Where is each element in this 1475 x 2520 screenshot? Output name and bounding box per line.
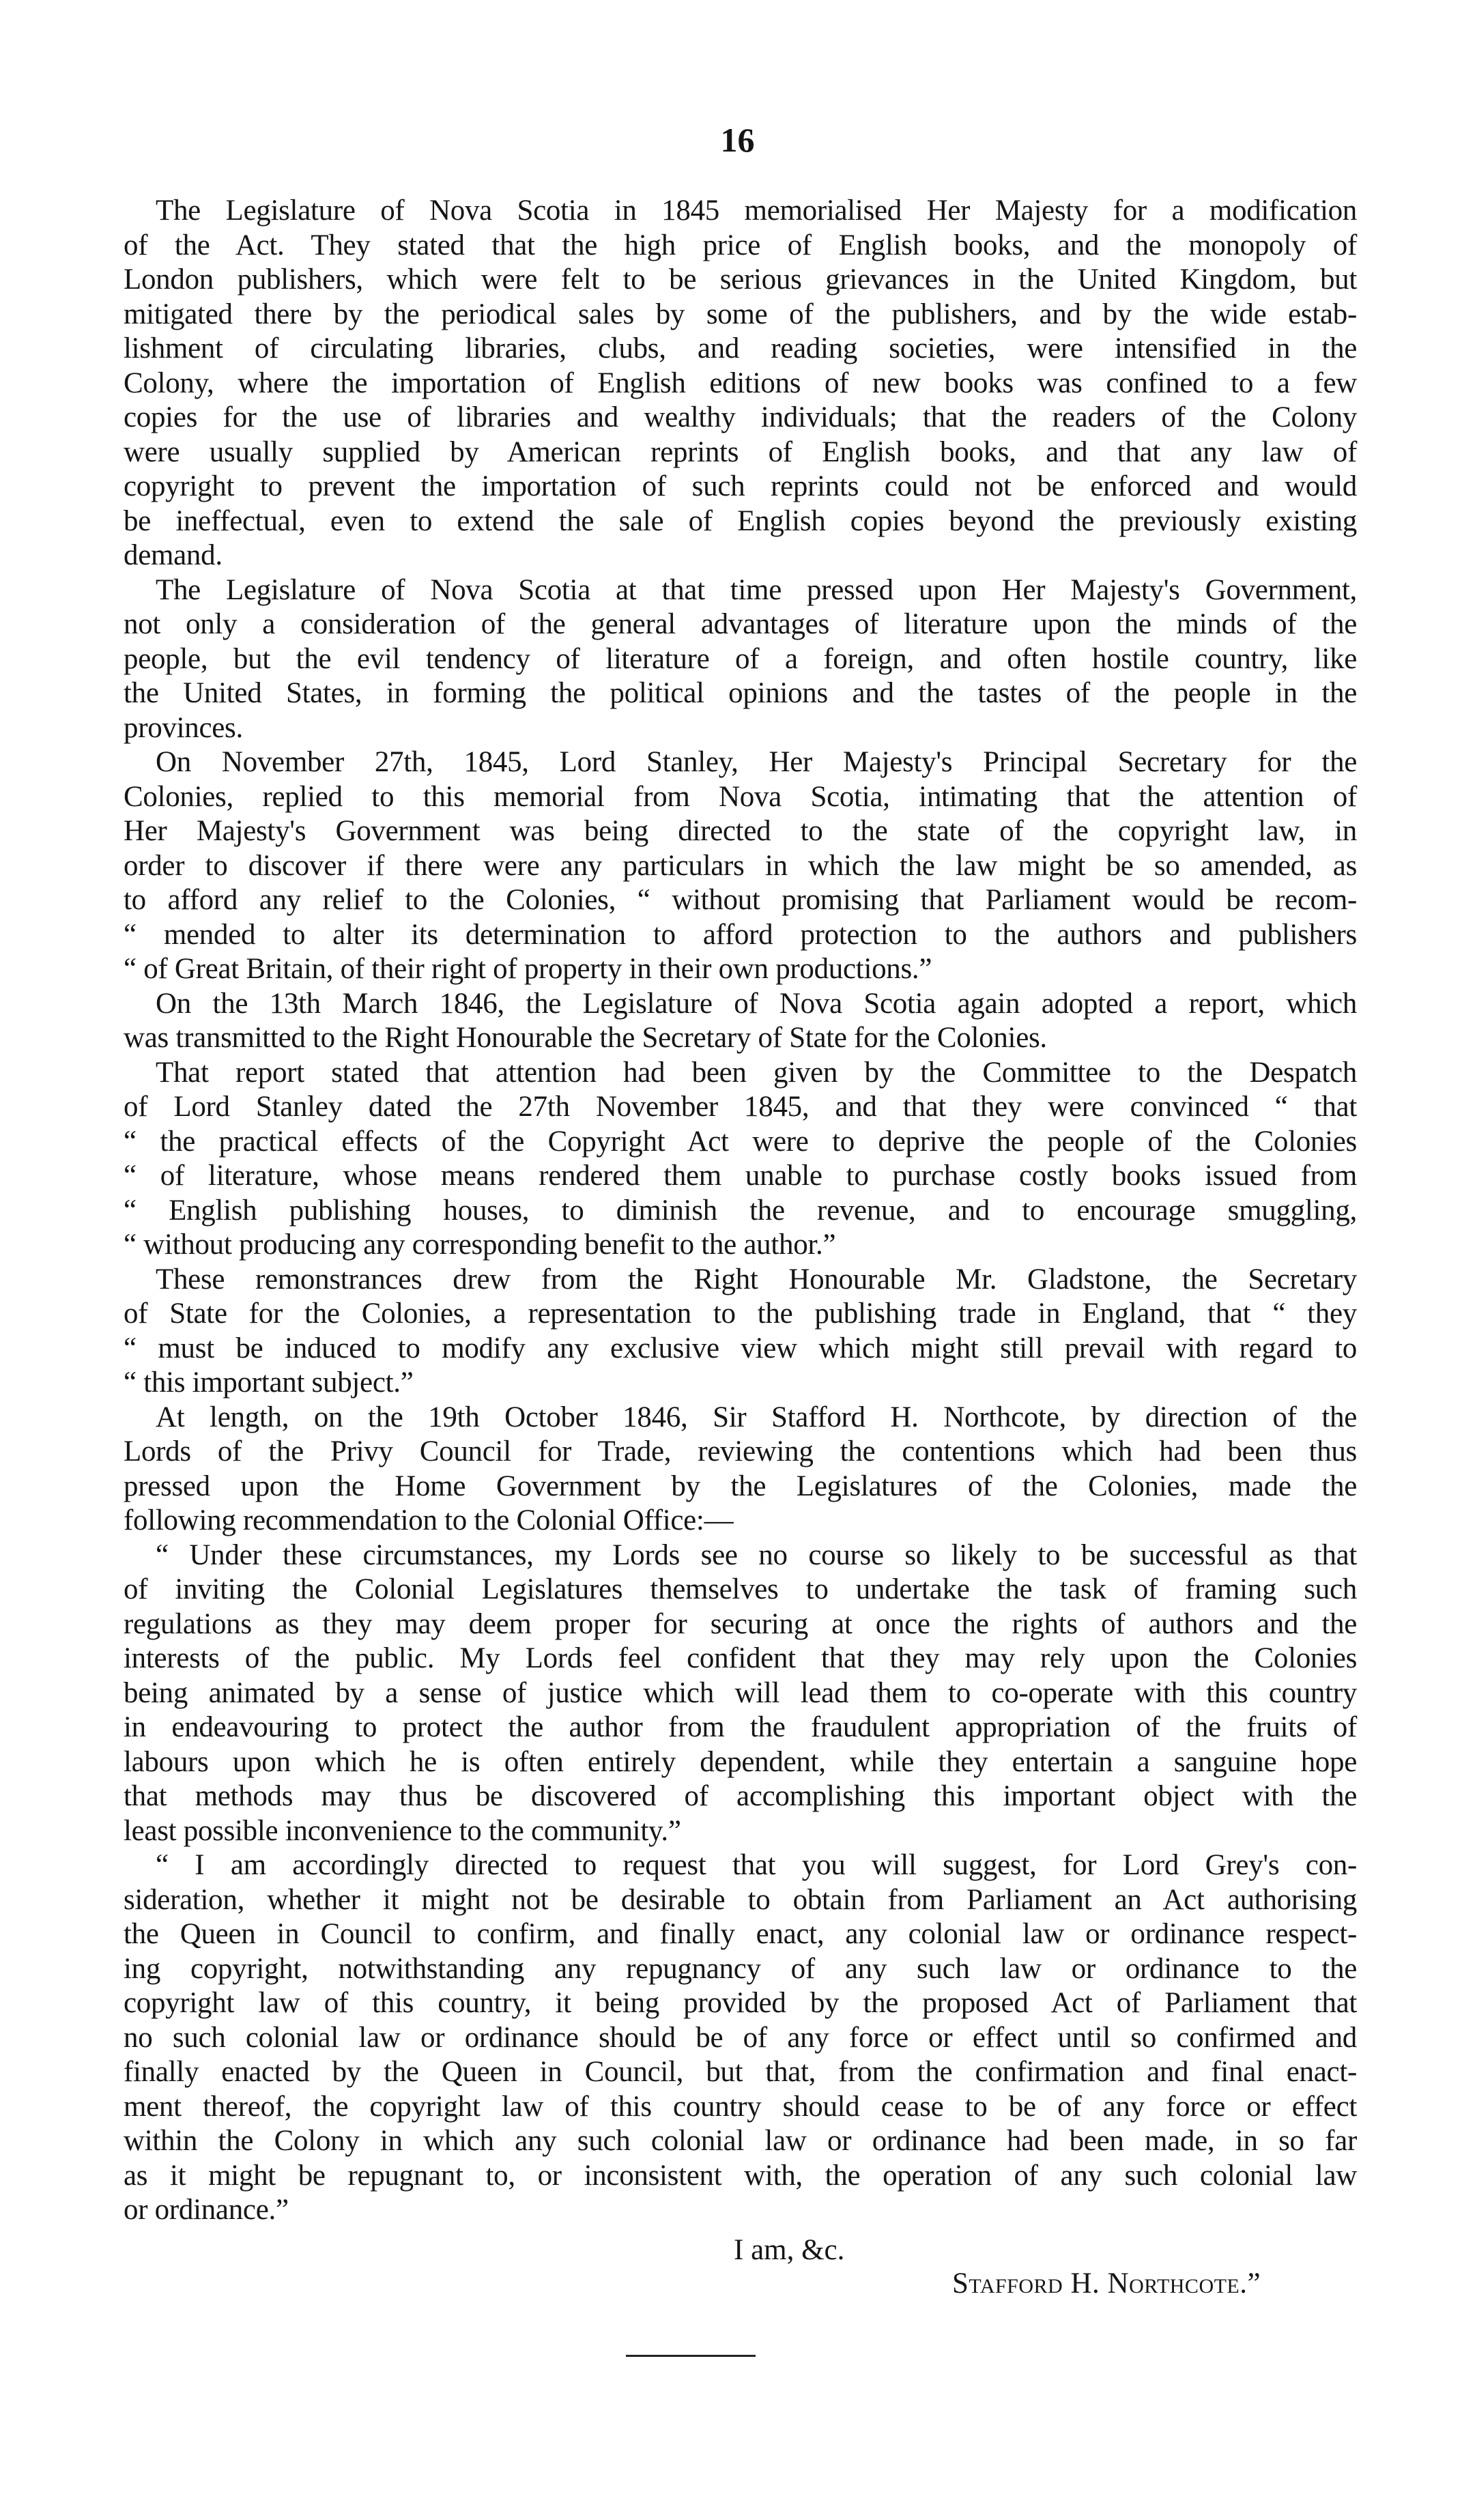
text-line: The Legislature of Nova Scotia in 1845 memorialised Her Majesty for a modification <box>156 195 1357 227</box>
text-line: that methods may thus be discovered of accomplishing this important object with the <box>124 1780 1357 1812</box>
text-line: pressed upon the Home Government by the Legislatures of the Colonies, made the <box>124 1470 1357 1502</box>
closing-signature: Stafford H. Northcote.” <box>952 2267 1261 2300</box>
closing-salutation: I am, &c. <box>734 2234 845 2266</box>
text-line: as it might be repugnant to, or inconsistent with, the operation of any such colonial law <box>124 2159 1357 2192</box>
text-line: At length, on the 19th October 1846, Sir Stafford H. Northcote, by direction of the <box>156 1401 1357 1433</box>
text-line: interests of the public. My Lords feel confident that they may rely upon the Colonies <box>124 1642 1357 1674</box>
text-line: “ of literature, whose means rendered them unable to purchase costly books issued from <box>124 1160 1357 1192</box>
text-line: in endeavouring to protect the author from the fraudulent appropriation of the fruits of <box>124 1711 1357 1743</box>
text-line: “ of Great Britain, of their right of property in their own productions.” <box>124 953 932 985</box>
text-line: within the Colony in which any such colonial law or ordinance had been made, in so far <box>124 2125 1357 2157</box>
text-line: “ this important subject.” <box>124 1366 414 1399</box>
paragraph <box>124 1401 1357 1538</box>
text-line: the United States, in forming the political opinions and the tastes of the people in the <box>124 677 1357 709</box>
text-line: copies for the use of libraries and wealthy individuals; that the readers of the Colony <box>124 401 1357 433</box>
paragraph <box>124 745 1357 987</box>
text-line: mitigated there by the periodical sales by some of the publishers, and by the wide estab- <box>124 298 1357 330</box>
text-line: of State for the Colonies, a representation to the publishing trade in England, that “ they <box>124 1298 1357 1330</box>
text-line: being animated by a sense of justice which will lead them to co-operate with this country <box>124 1676 1357 1709</box>
text-line: least possible inconvenience to the community.” <box>124 1814 681 1847</box>
text-line: On the 13th March 1846, the Legislature of Nova Scotia again adopted a report, which <box>156 987 1357 1020</box>
text-line: London publishers, which were felt to be serious grievances in the United Kingdom, but <box>124 263 1357 296</box>
text-line: were usually supplied by American reprints of English books, and that any law of <box>124 435 1357 468</box>
text-line: ment thereof, the copyright law of this country should cease to be of any force or effect <box>124 2090 1357 2123</box>
text-line: “ without producing any corresponding benefit to the author.” <box>124 1229 836 1261</box>
paragraph <box>124 1848 1357 2228</box>
text-line: “ must be induced to modify any exclusive view which might still prevail with regard to <box>124 1332 1357 1364</box>
text-line: These remonstrances drew from the Right Honourable Mr. Gladstone, the Secretary <box>156 1263 1357 1295</box>
text-line: On November 27th, 1845, Lord Stanley, Her Majesty's Principal Secretary for the <box>156 746 1357 778</box>
body-text <box>124 194 1357 2228</box>
text-line: “ English publishing houses, to diminish the revenue, and to encourage smuggling, <box>124 1194 1357 1227</box>
text-line: was transmitted to the Right Honourable the Secretary of State for the Colonies. <box>124 1022 1047 1054</box>
text-line: of the Act. They stated that the high price of English books, and the monopoly of <box>124 229 1357 261</box>
paragraph <box>124 987 1357 1056</box>
paragraph <box>124 1056 1357 1263</box>
page-number: 16 <box>720 121 755 159</box>
text-line: “ mended to alter its determination to afford protection to the authors and publishers <box>124 918 1357 951</box>
text-line: That report stated that attention had been given by the Committee to the Despatch <box>156 1056 1357 1089</box>
text-line: demand. <box>124 539 223 571</box>
paragraph <box>124 1538 1357 1849</box>
text-line: Colony, where the importation of English editions of new books was confined to a few <box>124 367 1357 399</box>
text-line: the Queen in Council to confirm, and finally enact, any colonial law or ordinance respect- <box>124 1918 1357 1950</box>
text-line: be ineffectual, even to extend the sale of English copies beyond the previously existing <box>124 504 1357 537</box>
text-line: people, but the evil tendency of literature of a foreign, and often hostile country, like <box>124 642 1357 675</box>
text-line: finally enacted by the Queen in Council, but that, from the confirmation and final enact- <box>124 2056 1357 2088</box>
text-line: to afford any relief to the Colonies, “ without promising that Parliament would be recom- <box>124 884 1357 916</box>
text-line: or ordinance.” <box>124 2194 289 2226</box>
text-line: Colonies, replied to this memorial from Nova Scotia, intimating that the attention of <box>124 780 1357 813</box>
paragraph <box>124 194 1357 573</box>
text-line: not only a consideration of the general advantages of literature upon the minds of the <box>124 608 1357 640</box>
paragraph <box>124 573 1357 746</box>
end-rule-divider <box>626 2355 756 2357</box>
text-line: no such colonial law or ordinance should be of any force or effect until so confirmed and <box>124 2021 1357 2054</box>
text-line: following recommendation to the Colonial Office:— <box>124 1504 734 1536</box>
text-line: Her Majesty's Government was being directed to the state of the copyright law, in <box>124 815 1357 847</box>
text-line: “ I am accordingly directed to request that you will suggest, for Lord Grey's con- <box>156 1849 1357 1881</box>
text-line: copyright to prevent the importation of such reprints could not be enforced and would <box>124 470 1357 502</box>
text-line: regulations as they may deem proper for securing at once the rights of authors and the <box>124 1607 1357 1640</box>
text-line: of inviting the Colonial Legislatures themselves to undertake the task of framing such <box>124 1573 1357 1605</box>
text-line: of Lord Stanley dated the 27th November 1845, and that they were convinced “ that <box>124 1091 1357 1123</box>
paragraph <box>124 1263 1357 1401</box>
text-line: sideration, whether it might not be desirable to obtain from Parliament an Act authorising <box>124 1883 1357 1916</box>
text-line: lishment of circulating libraries, clubs, and reading societies, were intensified in the <box>124 332 1357 364</box>
text-line: “ the practical effects of the Copyright Act were to deprive the people of the Colonies <box>124 1125 1357 1158</box>
text-line: order to discover if there were any particulars in which the law might be so amended, as <box>124 849 1357 882</box>
text-line: “ Under these circumstances, my Lords see no course so likely to be successful as that <box>156 1538 1357 1571</box>
text-line: provinces. <box>124 711 243 744</box>
text-line: The Legislature of Nova Scotia at that time pressed upon Her Majesty's Government, <box>156 573 1357 606</box>
text-line: labours upon which he is often entirely dependent, while they entertain a sanguine hope <box>124 1745 1357 1778</box>
text-line: copyright law of this country, it being provided by the proposed Act of Parliament that <box>124 1987 1357 2019</box>
text-line: ing copyright, notwithstanding any repugnancy of any such law or ordinance to the <box>124 1952 1357 1985</box>
text-line: Lords of the Privy Council for Trade, reviewing the contentions which had been thus <box>124 1435 1357 1467</box>
